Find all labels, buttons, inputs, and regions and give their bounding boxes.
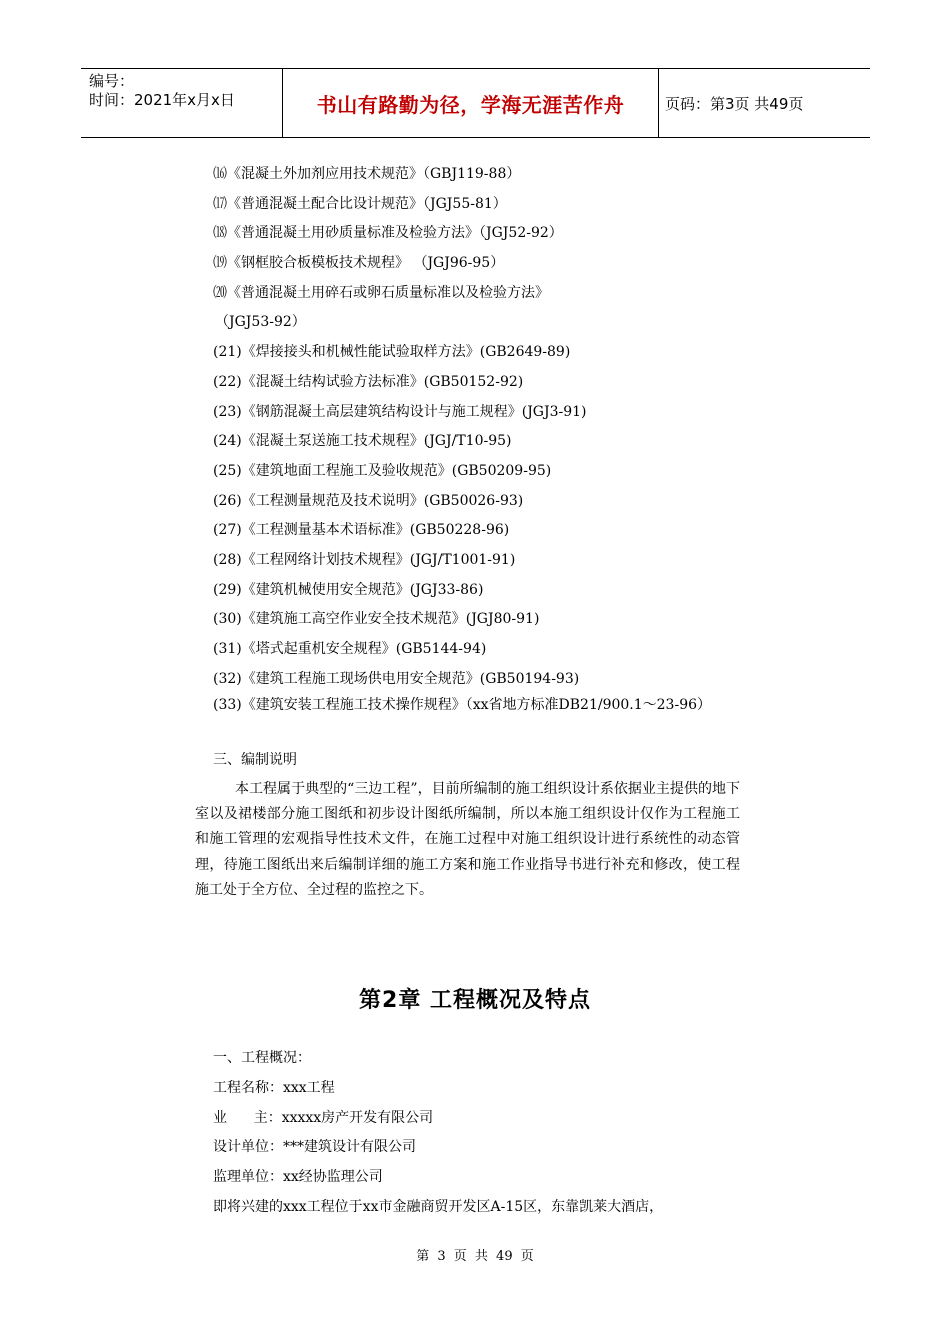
document-time: 时间：2021年x月x日	[89, 91, 235, 109]
reference-item: (26)《工程测量规范及技术说明》(GB50026-93)	[213, 492, 524, 509]
project-name: 工程名称：xxx工程	[213, 1079, 335, 1096]
reference-item: (23)《钢筋混凝土高层建筑结构设计与施工规程》(JGJ3-91)	[213, 403, 587, 420]
chapter-title: 第2章 工程概况及特点	[359, 988, 591, 1013]
header-page-code: 页码：第3页 共49页	[665, 94, 804, 113]
reference-item: ⒃《混凝土外加剂应用技术规范》（GBJ119-88）	[213, 166, 521, 182]
header-motto: 书山有路勤为径，学海无涯苦作舟	[283, 69, 659, 137]
compilation-notes-paragraph: 本工程属于典型的“三边工程”，目前所编制的施工组织设计系依据业主提供的地下室以及裙楼部分施工图纸和初步设计图纸所编制，所以本施工组织设计仅作为工程施工和施工管理的宏观指导性技术文件，在施工过程中对施工组织设计进行系统性的动态管理，待施工图纸出来后编制详细的施工方案和施工作业指导书进行补充和修改，使工程施工处于全方位、全过程的监控之下。	[195, 781, 740, 898]
reference-item: (25)《建筑地面工程施工及验收规范》(GB50209-95)	[213, 462, 552, 479]
reference-item: (28)《工程网络计划技术规程》(JGJ/T1001-91)	[213, 551, 516, 568]
section-heading-compilation-notes: 三、编制说明	[213, 752, 297, 768]
reference-item: (29)《建筑机械使用安全规范》(JGJ33-86)	[213, 581, 484, 598]
project-overview	[213, 1044, 753, 1223]
project-location: 即将兴建的xxx工程位于xx市金融商贸开发区A-15区，东靠凯莱大酒店，	[213, 1198, 664, 1215]
reference-item: (32)《建筑工程施工现场供电用安全规范》(GB50194-93)	[213, 670, 580, 687]
reference-item-33: (33)《建筑安装工程施工技术操作规程》（xx省地方标准DB21/900.1～23-96）	[213, 697, 712, 713]
reference-list	[213, 160, 773, 694]
document-number-label: 编号：	[89, 72, 135, 90]
supervision-unit: 监理单位：xx经协监理公司	[213, 1169, 383, 1186]
reference-item: ⒄《普通混凝土配合比设计规范》（JGJ55-81）	[213, 195, 507, 212]
reference-item: (24)《混凝土泵送施工技术规程》(JGJ/T10-95)	[213, 433, 512, 450]
project-owner: 业 主：xxxxx房产开发有限公司	[213, 1109, 434, 1126]
reference-item-continuation: （JGJ53-92）	[215, 314, 306, 331]
reference-item: (30)《建筑施工高空作业安全技术规范》(JGJ80-91)	[213, 611, 540, 628]
reference-item: (27)《工程测量基本术语标准》(GB50228-96)	[213, 522, 510, 539]
reference-item: ⒆《钢框胶合板模板技术规程》 （JGJ96-95）	[213, 255, 505, 272]
design-unit: 设计单位：***建筑设计有限公司	[213, 1139, 416, 1156]
page-header	[81, 68, 870, 138]
page-footer: 第 3 页 共 49 页	[416, 1249, 534, 1264]
reference-item: (21)《焊接接头和机械性能试验取样方法》(GB2649-89)	[213, 344, 571, 361]
reference-item: ⒇《普通混凝土用碎石或卵石质量标准以及检验方法》	[213, 284, 549, 301]
reference-item: ⒅《普通混凝土用砂质量标准及检验方法》（JGJ52-92）	[213, 225, 563, 242]
reference-item: (22)《混凝土结构试验方法标准》(GB50152-92)	[213, 373, 524, 390]
overview-heading: 一、工程概况：	[213, 1050, 311, 1066]
reference-item: (31)《塔式起重机安全规程》(GB5144-94)	[213, 641, 487, 657]
header-meta	[81, 69, 283, 137]
